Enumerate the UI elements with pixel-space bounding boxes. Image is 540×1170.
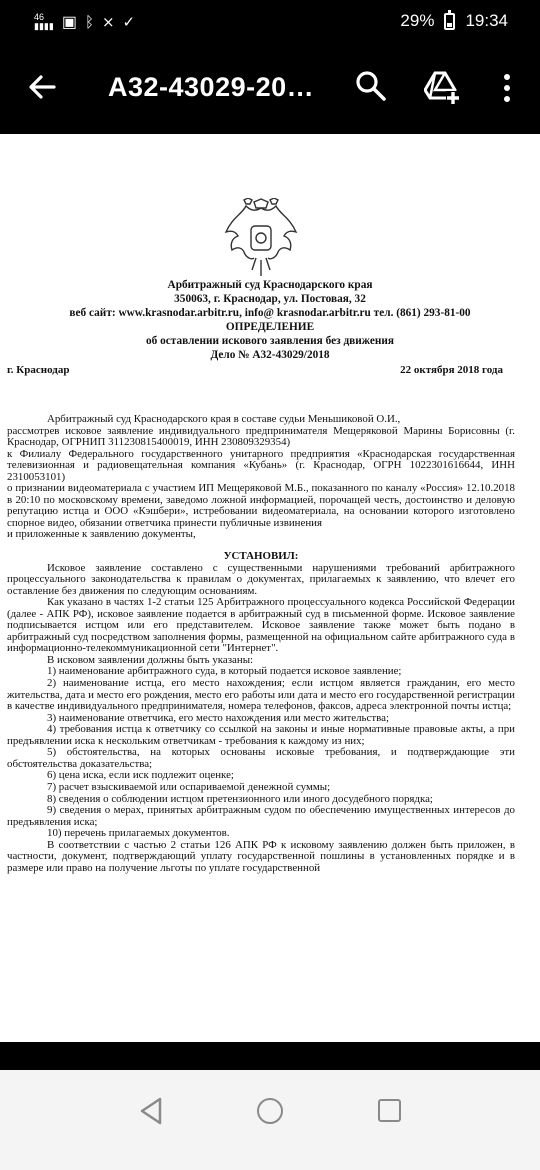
document-type: ОПРЕДЕЛЕНИЕ	[225, 321, 315, 333]
list-item: 1) наименование арбитражного суда, в который подается исковое заявление;	[47, 665, 402, 678]
section-heading: УСТАНОВИЛ:	[223, 550, 299, 563]
body-paragraph: В исковом заявлении должны быть указаны:	[47, 653, 254, 666]
system-nav-bar	[0, 1070, 540, 1170]
page-gap	[0, 1042, 540, 1070]
clock: 19:34	[465, 11, 508, 30]
list-item: 7) расчет взыскиваемой или оспариваемой денежной суммы;	[47, 780, 331, 793]
battery-icon	[444, 13, 455, 30]
signal-icon: 46 ▮▮▮▮	[34, 12, 54, 31]
document-date: 22 октября 2018 года	[400, 364, 503, 376]
document-title: A32-43029-20…	[108, 72, 315, 102]
list-item: 3) наименование ответчика, его место нахождения или место жительства;	[47, 711, 389, 724]
battery-percent: 29%	[400, 11, 435, 30]
search-icon[interactable]	[355, 70, 387, 102]
court-name: Арбитражный суд Краснодарского края	[167, 279, 373, 291]
list-item: 2) наименование истца, его место нахождения; если истцом является гражданин, его место жительства, дата и место его рождения, место его работы или дата и место его государственной регистрации в качестве индивидуального предпринимателя, номера телефонов, факсов, адреса электронной почты истца;	[7, 677, 515, 713]
document-page[interactable]	[0, 134, 540, 1042]
intro-paragraph: к Филиалу Федерального государственного унитарного предприятия «Краснодарская государственная телевизионная и радиовещательная компания «Кубань» (г. Краснодар, ОГРН 1022301616644, ИНН 2310053101)	[7, 447, 515, 483]
status-icons-right	[400, 11, 508, 31]
intro-paragraph: о признании видеоматериала с участием ИП Мещеряковой М.Б., показанного по каналу «Россия» 12.10.2018 в 20:10 по московскому времени, заведомо ложной информацией, порочащей честь, достоинство и деловую репутацию истца и ООО «Кэшбери», истребовании видеоматериала, на основании которого изготовлено спорное видео, обязании ответчика принести публичные извинения	[7, 482, 515, 529]
list-item: 8) сведения о соблюдении истцом претензионного или иного досудебного порядка;	[47, 792, 433, 805]
body-paragraph: Как указано в частях 1-2 статьи 125 Арбитражного процессуального кодекса Российской Федерации (далее - АПК РФ), исковое заявление подается в арбитражный суд в письменной форме. Исковое заявление подписывается истцом или его представителем. Исковое заявление также может быть подано в арбитражный суд посредством заполнения формы, размещенной на официальном сайте арбитражного суда в информационно-телекоммуникационной сети "Интернет".	[7, 596, 515, 655]
body-paragraph: В соответствии с частью 2 статьи 126 АПК РФ к исковому заявлению должен быть приложен, в частности, документ, подтверждающий уплату государственной пошлины в установленных порядке и в размере или право на получение льготы по уплате государственной	[7, 838, 515, 874]
intro-paragraph: рассмотрев исковое заявление индивидуального предпринимателя Мещеряковой Марины Борисовны (г. Краснодар, ОГРНИП 311230815400019, ИНН 230809329354)	[7, 424, 515, 449]
list-item: 4) требования истца к ответчику со ссылкой на законы и иные нормативные правовые акты, а при предъявлении иска к нескольким ответчикам - требования к каждому из них;	[7, 723, 515, 747]
drive-add-icon[interactable]	[424, 70, 460, 104]
case-number: Дело № А32-43029/2018	[210, 349, 330, 361]
list-item: 6) цена иска, если иск подлежит оценке;	[47, 769, 234, 782]
signal-text: 46	[34, 12, 45, 22]
nav-recents-icon[interactable]	[378, 1099, 401, 1122]
document-subject: об оставлении искового заявления без движения	[146, 335, 394, 347]
body-paragraph: Исковое заявление составлено с существенными нарушениями требований арбитражного процессуального законодательства к правилам о документах, прилагаемых к заявлению, что влечет его оставление без движения по следующим основаниям.	[7, 561, 515, 597]
coat-of-arms-emblem	[222, 198, 300, 278]
status-icons-left	[34, 12, 135, 32]
document-city: г. Краснодар	[7, 364, 70, 376]
bluetooth-icon: ᛒ	[84, 13, 94, 31]
status-bar	[0, 0, 540, 44]
mute-icon: ⨯	[101, 14, 115, 31]
intro-paragraph: Арбитражный суд Краснодарского края в составе судьи Меньшиковой О.И.,	[47, 413, 401, 425]
list-item: 5) обстоятельства, на которых основаны исковые требования, и подтверждающие эти обстоятельства доказательства;	[7, 746, 515, 770]
nav-back-icon[interactable]	[138, 1096, 164, 1126]
back-arrow-icon[interactable]	[26, 71, 58, 103]
court-address: 350063, г. Краснодар, ул. Постовая, 32	[174, 293, 366, 305]
nav-home-icon[interactable]	[257, 1098, 283, 1124]
intro-paragraph: и приложенные к заявлению документы,	[7, 528, 196, 541]
list-item: 9) сведения о мерах, принятых арбитражным судом по обеспечению имущественных интересов до предъявления иска;	[7, 804, 515, 828]
document-body	[7, 414, 515, 874]
check-icon: ✓	[122, 14, 136, 31]
court-contacts: веб сайт: www.krasnodar.arbitr.ru, info@ krasnodar.arbitr.ru тел. (861) 293-81-00	[69, 307, 471, 319]
no-sim-icon: ▣	[61, 14, 77, 31]
list-item: 10) перечень прилагаемых документов.	[47, 827, 230, 840]
more-vert-icon[interactable]	[500, 72, 514, 104]
app-bar	[0, 44, 540, 134]
